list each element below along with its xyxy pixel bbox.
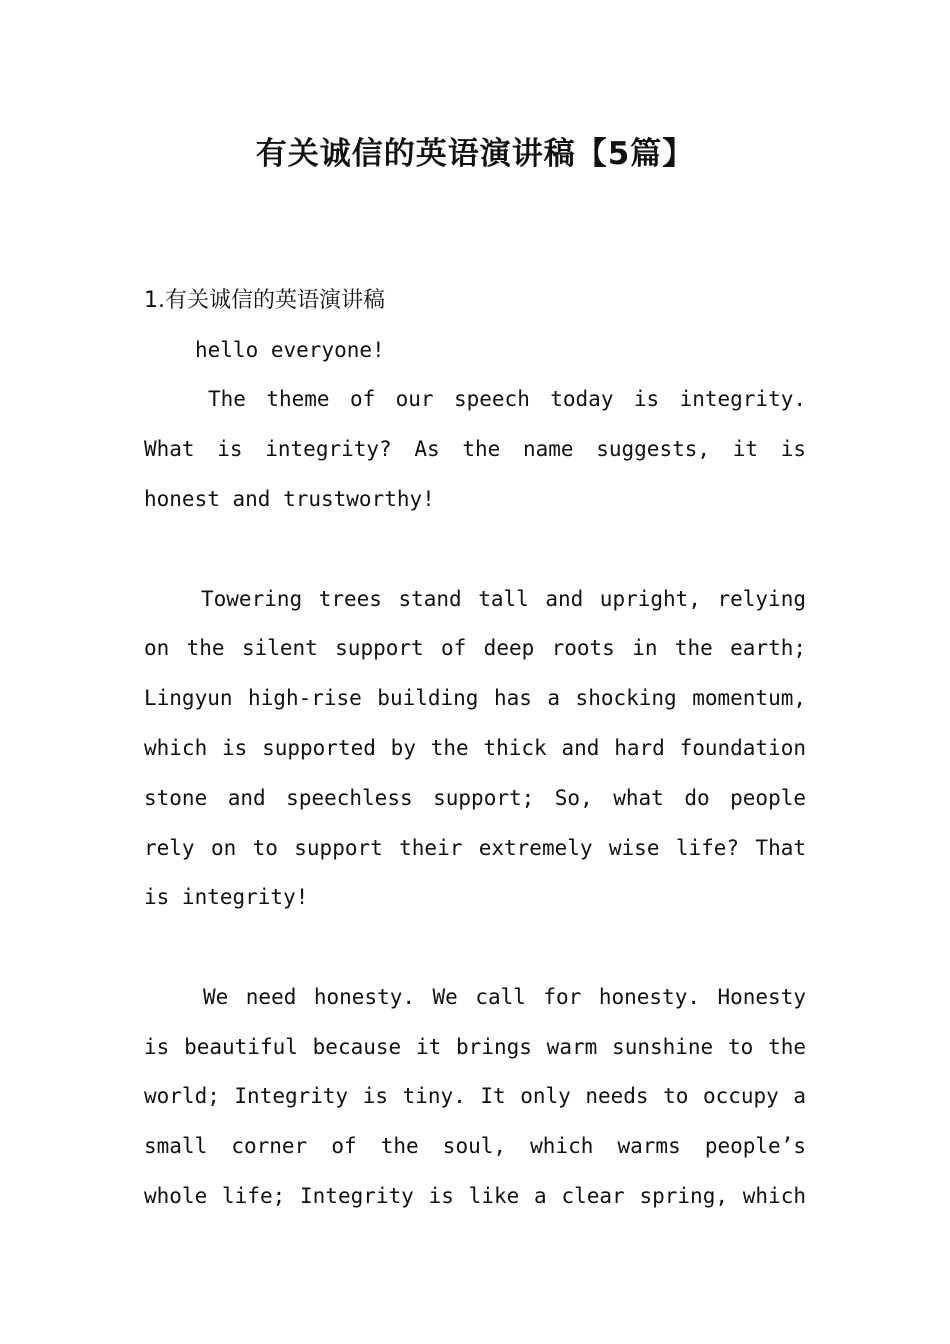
- paragraph-line: which is supported by the thick and hard foundation: [144, 736, 806, 760]
- greeting-line: hello everyone!: [195, 338, 385, 362]
- paragraph-line: honest and trustworthy!: [144, 487, 435, 511]
- paragraph-line: on the silent support of deep roots in the earth;: [144, 636, 806, 660]
- paragraph-line: stone and speechless support; So, what do people: [144, 786, 806, 810]
- paragraph-line: rely on to support their extremely wise life? That: [144, 836, 806, 860]
- paragraph-line: Towering trees stand tall and upright, relying: [201, 587, 806, 611]
- paragraph-line: is integrity!: [144, 885, 309, 909]
- paragraph-line: We need honesty. We call for honesty. Honesty: [203, 985, 806, 1009]
- paragraph-line: What is integrity? As the name suggests, it is: [144, 437, 806, 461]
- paragraph-line: world; Integrity is tiny. It only needs to occupy a: [144, 1084, 806, 1108]
- paragraph-line: is beautiful because it brings warm sunshine to the: [144, 1035, 806, 1059]
- document-title: 有关诚信的英语演讲稿【5篇】: [255, 136, 695, 172]
- paragraph-line: Lingyun high-rise building has a shocking momentum,: [144, 686, 806, 710]
- paragraph-line: small corner of the soul, which warms people’s: [144, 1134, 806, 1158]
- paragraph-line: The theme of our speech today is integrity.: [208, 387, 806, 411]
- paragraph-line: whole life; Integrity is like a clear spring, which: [144, 1184, 806, 1208]
- section-heading: 1.有关诚信的英语演讲稿: [144, 288, 385, 313]
